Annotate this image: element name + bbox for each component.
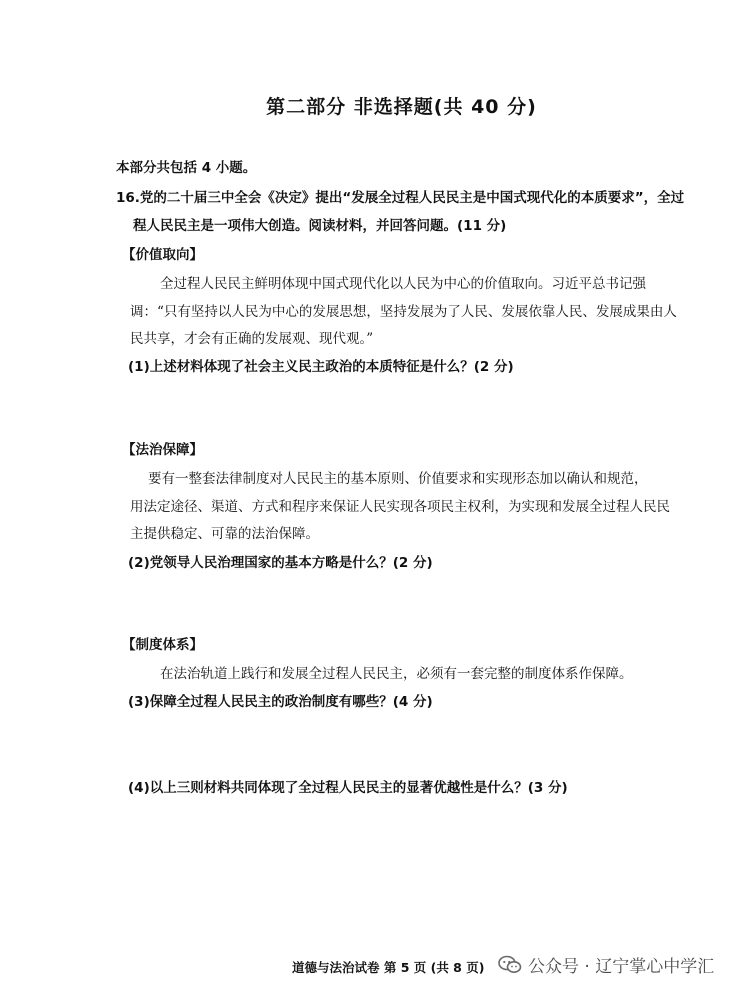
tag-rule-of-law: 【法治保障】: [122, 442, 203, 458]
material-2-line-3: 主提供稳定、可靠的法治保障。: [130, 526, 319, 542]
page-footer: 道德与法治试卷 第 5 页 (共 8 页): [292, 960, 485, 975]
question-16-4: (4)以上三则材料共同体现了全过程人民民主的显著优越性是什么？(3 分): [128, 780, 568, 796]
wechat-icon: [498, 955, 522, 975]
tag-institutional-system: 【制度体系】: [122, 637, 203, 653]
watermark-text: 公众号 · 辽宁掌心中学汇: [528, 957, 715, 977]
section-title: 第二部分 非选择题(共 40 分): [266, 96, 537, 118]
section-intro: 本部分共包括 4 小题。: [116, 160, 257, 176]
question-16-1: (1)上述材料体现了社会主义民主政治的本质特征是什么？(2 分): [128, 359, 514, 375]
tag-value-orientation: 【价值取向】: [122, 247, 203, 263]
material-1-line-2: 调：“只有坚持以人民为中心的发展思想，坚持发展为了人民、发展依靠人民、发展成果由人: [130, 304, 677, 320]
material-2-line-2: 用法定途径、渠道、方式和程序来保证人民实现各项民主权利，为实现和发展全过程人民民: [130, 499, 670, 515]
material-3-line-1: 在法治轨道上践行和发展全过程人民民主，必须有一套完整的制度体系作保障。: [160, 666, 633, 682]
question-16-2: (2)党领导人民治理国家的基本方略是什么？(2 分): [128, 555, 433, 571]
question-16-line-1: 16.党的二十届三中全会《决定》提出“发展全过程人民民主是中国式现代化的本质要求”，全过: [116, 190, 685, 206]
material-1-line-1: 全过程人民民主鲜明体现中国式现代化以人民为中心的价值取向。习近平总书记强: [160, 276, 646, 292]
question-16-line-2: 程人民民主是一项伟大创造。阅读材料，并回答问题。(11 分): [133, 218, 507, 234]
question-16-3: (3)保障全过程人民民主的政治制度有哪些？(4 分): [128, 694, 433, 710]
material-2-line-1: 要有一整套法律制度对人民民主的基本原则、价值要求和实现形态加以确认和规范，: [148, 471, 648, 487]
material-1-line-3: 民共享，才会有正确的发展观、现代观。”: [130, 331, 374, 347]
watermark: [498, 952, 714, 977]
